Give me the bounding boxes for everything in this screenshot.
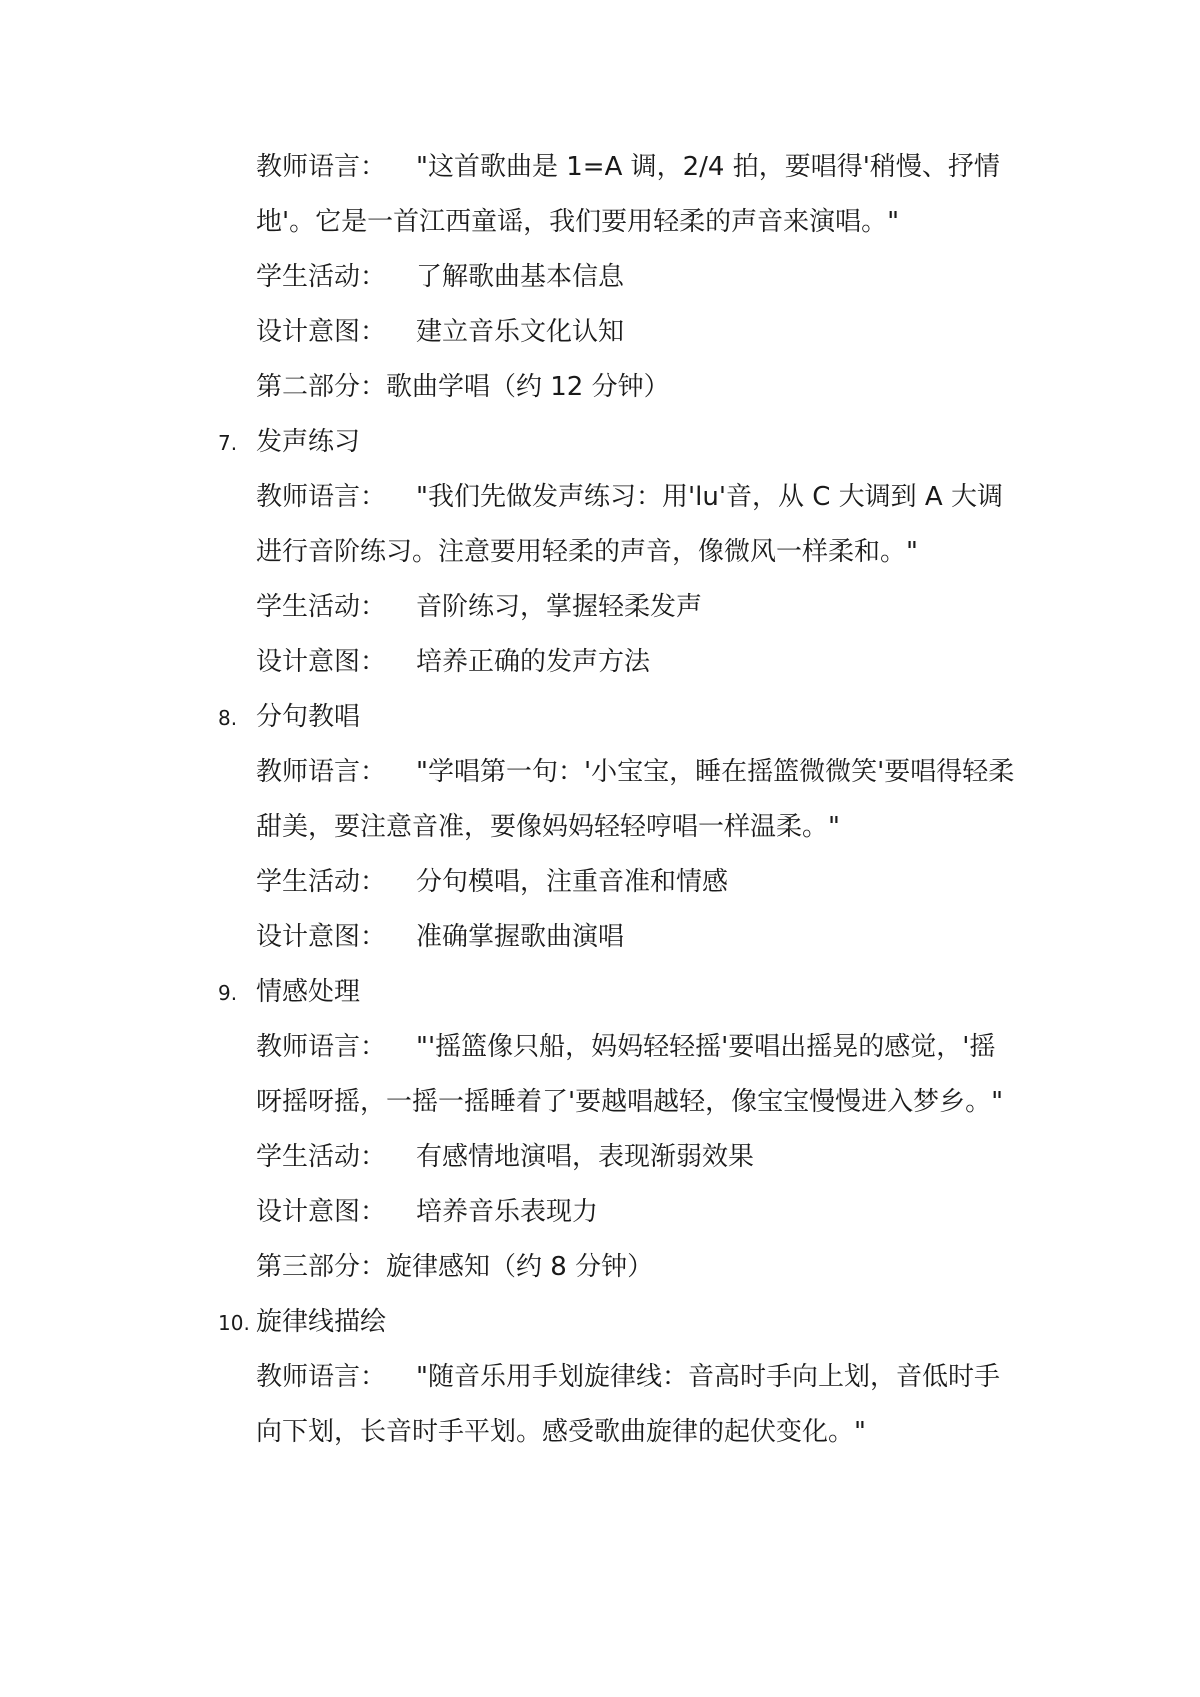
teacher-language-label: 教师语言： — [256, 152, 387, 182]
teacher-language-text: "随音乐用手划旋律线：音高时手向上划，音低时手向下划，长音时手平划。感受歌曲旋律的起伏变化。" — [256, 1362, 1000, 1447]
design-intent-text: 培养音乐表现力 — [416, 1197, 599, 1227]
teacher-language-paragraph — [218, 745, 1018, 855]
student-activity-text: 有感情地演唱，表现渐弱效果 — [416, 1142, 755, 1172]
teacher-language-text: "'摇篮像只船，妈妈轻轻摇'要唱出摇晃的感觉，'摇呀摇呀摇，一摇一摇睡着了'要越唱越轻，像宝宝慢慢进入梦乡。" — [256, 1032, 1004, 1117]
student-activity-text: 了解歌曲基本信息 — [416, 262, 625, 292]
student-activity-label: 学生活动： — [256, 592, 387, 622]
student-activity-text: 分句模唱，注重音准和情感 — [416, 867, 729, 897]
design-intent-label: 设计意图： — [256, 922, 387, 952]
student-activity-text: 音阶练习，掌握轻柔发声 — [416, 592, 703, 622]
heading-number: 8. — [218, 706, 238, 730]
design-intent-text: 培养正确的发声方法 — [416, 647, 651, 677]
heading-number: 7. — [218, 431, 238, 455]
student-activity-label: 学生活动： — [256, 262, 387, 292]
lesson-content — [218, 140, 1018, 1460]
numbered-heading — [218, 965, 1018, 1020]
numbered-heading — [218, 690, 1018, 745]
student-activity-label: 学生活动： — [256, 867, 387, 897]
numbered-heading — [218, 1295, 1018, 1350]
heading-text: 情感处理 — [256, 977, 361, 1007]
design-intent-row — [218, 305, 1018, 360]
student-activity-row — [218, 1130, 1018, 1185]
student-activity-row — [218, 580, 1018, 635]
teacher-language-paragraph — [218, 1020, 1018, 1130]
teacher-language-label: 教师语言： — [256, 482, 387, 512]
teacher-language-paragraph — [218, 1350, 1018, 1460]
design-intent-label: 设计意图： — [256, 1197, 387, 1227]
design-intent-text: 准确掌握歌曲演唱 — [416, 922, 625, 952]
teacher-language-text: "学唱第一句：'小宝宝，睡在摇篮微微笑'要唱得轻柔甜美，要注意音准，要像妈妈轻轻哼唱一样温柔。" — [256, 757, 1015, 842]
student-activity-label: 学生活动： — [256, 1142, 387, 1172]
design-intent-row — [218, 1185, 1018, 1240]
section-title: 第三部分：旋律感知（约 8 分钟） — [256, 1252, 654, 1282]
heading-number: 10. — [218, 1311, 250, 1335]
design-intent-text: 建立音乐文化认知 — [416, 317, 625, 347]
design-intent-label: 设计意图： — [256, 647, 387, 677]
numbered-heading — [218, 415, 1018, 470]
heading-number: 9. — [218, 981, 238, 1005]
teacher-language-paragraph — [218, 470, 1018, 580]
heading-text: 发声练习 — [256, 427, 361, 457]
teacher-language-text: "这首歌曲是 1=A 调，2/4 拍，要唱得'稍慢、抒情地'。它是一首江西童谣，我们要用轻柔的声音来演唱。" — [256, 152, 1000, 237]
teacher-language-label: 教师语言： — [256, 1032, 387, 1062]
design-intent-label: 设计意图： — [256, 317, 387, 347]
section-title: 第二部分：歌曲学唱（约 12 分钟） — [256, 372, 670, 402]
teacher-language-label: 教师语言： — [256, 757, 387, 787]
heading-text: 旋律线描绘 — [256, 1307, 387, 1337]
design-intent-row — [218, 910, 1018, 965]
design-intent-row — [218, 635, 1018, 690]
heading-text: 分句教唱 — [256, 702, 361, 732]
teacher-language-text: "我们先做发声练习：用'lu'音，从 C 大调到 A 大调进行音阶练习。注意要用轻柔的声音，像微风一样柔和。" — [256, 482, 1003, 567]
teacher-language-paragraph — [218, 140, 1018, 250]
teacher-language-label: 教师语言： — [256, 1362, 387, 1392]
student-activity-row — [218, 855, 1018, 910]
student-activity-row — [218, 250, 1018, 305]
